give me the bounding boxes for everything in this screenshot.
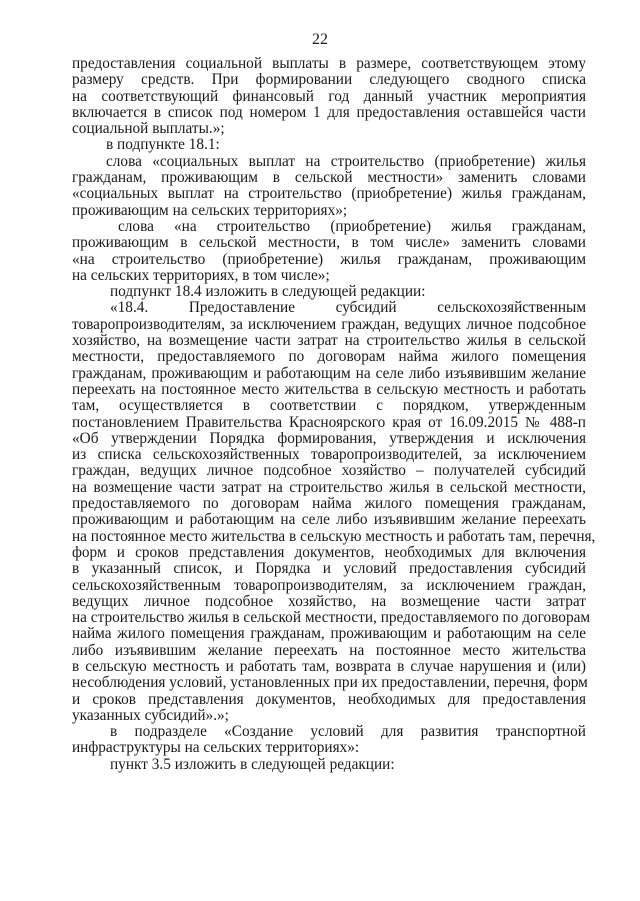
text-line: подпункт 18.4 изложить в следующей редакции: (110, 283, 426, 301)
text-line: размеру средств. При формировании следующего сводного списка (72, 71, 586, 89)
text-line: проживающим и работающим на селе либо изъявившим желание переехать (72, 511, 586, 529)
text-line: слова «социальных выплат на строительство (приобретение) жилья (106, 152, 586, 170)
text-line: и сроков представления документов, необходимых для предоставления (72, 690, 586, 708)
text-line: инфраструктуры на сельских территориях»: (72, 739, 360, 757)
document-body (72, 55, 596, 773)
text-line: проживающим в сельской местности, в том числе» заменить словами (72, 234, 586, 252)
text-line: граждан, ведущих личное подсобное хозяйство – получателей субсидий (72, 462, 586, 480)
text-line: из списка сельскохозяйственных товаропроизводителей, за исключением (72, 446, 586, 464)
text-line: переехать на постоянное место жительства в сельскую местность и работать (72, 380, 586, 398)
text-line: гражданам, проживающим в сельской местности» заменить словами (72, 169, 586, 187)
text-line: в указанный список, и Порядка и условий предоставления субсидий (72, 560, 586, 578)
text-line: либо изъявившим желание переехать на постоянное место жительства (72, 641, 586, 659)
text-line: «на строительство (приобретение) жилья гражданам, проживающим (72, 250, 586, 268)
text-line: «18.4. Предоставление субсидий сельскохозяйственным (110, 299, 586, 317)
text-line: в подразделе «Создание условий для развития транспортной (110, 723, 586, 741)
text-line: ведущих личное подсобное хозяйство, на возмещение части затрат (72, 592, 586, 610)
text-line: местности, предоставляемого по договорам найма жилого помещения (72, 348, 586, 366)
text-line: гражданам, проживающим и работающим на селе либо изъявившим желание (72, 364, 586, 382)
text-line: на постоянное место жительства в сельскую местность и работать там, перечня, (72, 527, 596, 545)
text-line: на строительство жилья в сельской местности, предоставляемого по договорам (72, 609, 591, 627)
text-line: пункт 3.5 изложить в следующей редакции: (110, 755, 395, 773)
text-line: сельскохозяйственным товаропроизводителям, за исключением граждан, (72, 576, 586, 594)
text-line: постановлением Правительства Красноярского края от 16.09.2015 № 488-п (72, 413, 586, 431)
text-line: социальной выплаты.»; (72, 120, 225, 138)
text-line: найма жилого помещения гражданам, проживающим и работающим на селе (72, 625, 586, 643)
text-line: там, осуществляется в соответствии с порядком, утвержденным (72, 397, 586, 415)
text-line: слова «на строительство (приобретение) жилья гражданам, (118, 217, 586, 235)
text-line: в сельскую местность и работать там, возврата в случае нарушения и (или) (72, 657, 586, 675)
text-line: хозяйство, на возмещение части затрат на строительство жилья в сельской (72, 332, 586, 350)
text-line: товаропроизводителям, за исключением граждан, ведущих личное подсобное (72, 315, 586, 333)
text-line: включается в список под номером 1 для предоставления оставшейся части (72, 103, 586, 121)
text-line: предоставляемого по договорам найма жилого помещения гражданам, (72, 495, 586, 513)
text-line: проживающим на сельских территориях»; (72, 201, 348, 219)
text-line: несоблюдения условий, установленных при их предоставлении, перечня, форм (72, 674, 588, 692)
text-line: «Об утверждении Порядка формирования, утверждения и исключения (72, 429, 586, 447)
text-line: предоставления социальной выплаты в размере, соответствующем этому (72, 55, 586, 72)
text-line: на сельских территориях, в том числе»; (72, 266, 330, 284)
text-line: форм и сроков представления документов, необходимых для включения (72, 543, 586, 561)
text-line: указанных субсидий».»; (72, 706, 229, 724)
page-number: 22 (312, 31, 328, 48)
text-line: в подпункте 18.1: (106, 136, 220, 154)
text-line: на возмещение части затрат на строительство жилья в сельской местности, (72, 478, 586, 496)
text-line: «социальных выплат на строительство (приобретение) жилья гражданам, (72, 185, 586, 203)
text-line: на соответствующий финансовый год данный участник мероприятия (72, 87, 586, 105)
